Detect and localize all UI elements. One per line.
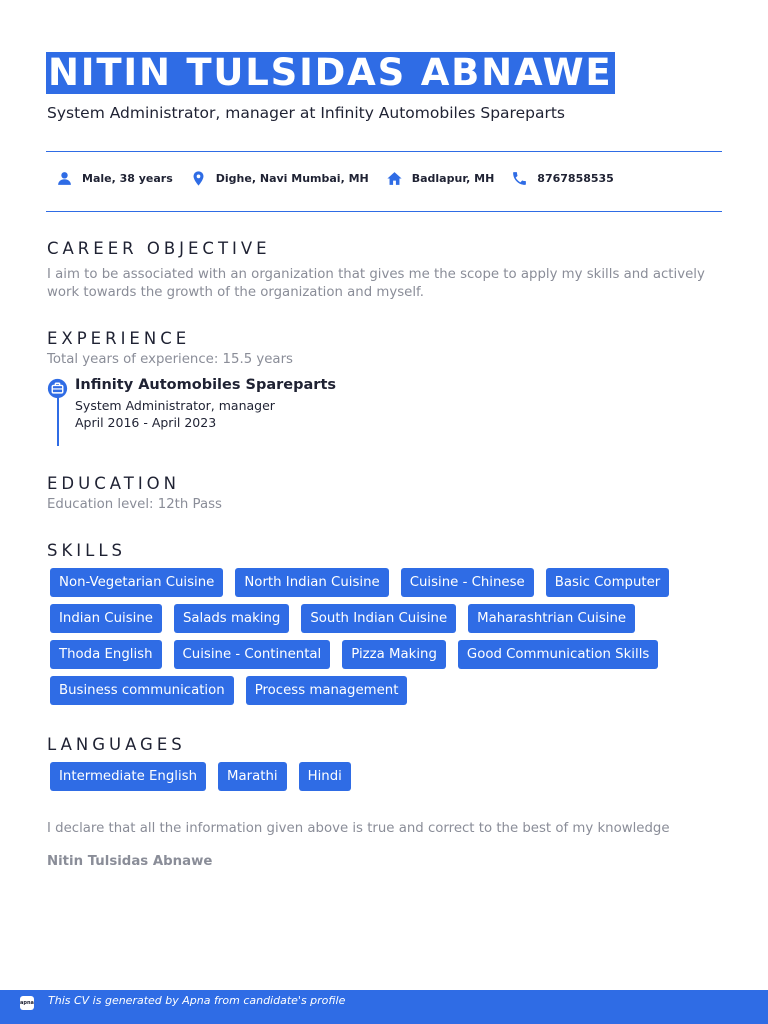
skill-chip: Maharashtrian Cuisine — [468, 604, 635, 633]
contact-location-text: Dighe, Navi Mumbai, MH — [215, 171, 369, 185]
divider-bottom — [46, 211, 722, 212]
experience-total: Total years of experience: 15.5 years — [47, 352, 293, 367]
contact-location — [190, 170, 369, 187]
skill-chip: Business communication — [50, 676, 234, 705]
skill-chip: South Indian Cuisine — [301, 604, 456, 633]
person-icon — [56, 170, 73, 187]
contact-phone-text: 8767858535 — [537, 171, 614, 185]
contact-home — [386, 170, 495, 187]
skill-chip: Salads making — [174, 604, 289, 633]
signature-name: Nitin Tulsidas Abnawe — [47, 854, 213, 869]
experience-role: System Administrator, manager — [75, 398, 275, 413]
skill-chip: Cuisine - Chinese — [401, 568, 534, 597]
career-objective-text: I aim to be associated with an organization that gives me the scope to apply my skills and actively work towards the growth of the organization and myself. — [47, 267, 705, 300]
contact-home-text: Badlapur, MH — [411, 171, 495, 185]
language-chip: Hindi — [299, 762, 351, 791]
footer-text: This CV is generated by Apna from candidate's profile — [48, 994, 346, 1007]
skill-chip: Non-Vegetarian Cuisine — [50, 568, 223, 597]
job-subtitle: System Administrator, manager at Infinity Automobiles Spareparts — [47, 104, 565, 122]
education-heading: EDUCATION — [47, 474, 181, 493]
skill-chip: Good Communication Skills — [458, 640, 658, 669]
skills-heading: SKILLS — [47, 541, 127, 560]
skill-chip: Basic Computer — [546, 568, 670, 597]
contact-gender-age-text: Male, 38 years — [82, 171, 173, 185]
education-level: Education level: 12th Pass — [47, 497, 222, 512]
phone-icon — [511, 170, 528, 187]
skill-chip: Process management — [246, 676, 408, 705]
experience-heading: EXPERIENCE — [47, 329, 191, 348]
skill-chip: Indian Cuisine — [50, 604, 162, 633]
career-objective-heading: CAREER OBJECTIVE — [47, 239, 271, 258]
experience-dates: April 2016 - April 2023 — [75, 415, 217, 430]
apna-logo-icon: apna — [20, 996, 34, 1010]
divider-top — [46, 151, 722, 152]
footer-bar — [0, 990, 768, 1024]
location-pin-icon — [190, 170, 207, 187]
skill-chip: Cuisine - Continental — [174, 640, 331, 669]
skill-chip: Pizza Making — [342, 640, 446, 669]
language-chip: Marathi — [218, 762, 287, 791]
candidate-name: NITIN TULSIDAS ABNAWE — [46, 52, 615, 94]
language-chip: Intermediate English — [50, 762, 206, 791]
declaration-text: I declare that all the information given above is true and correct to the best of my knowledge — [47, 821, 670, 836]
contact-bar — [56, 168, 631, 188]
skills-list — [50, 568, 730, 712]
contact-gender-age — [56, 170, 173, 187]
briefcase-icon — [47, 378, 68, 399]
experience-company: Infinity Automobiles Spareparts — [75, 377, 336, 393]
languages-heading: LANGUAGES — [47, 735, 186, 754]
contact-phone — [511, 170, 614, 187]
skill-chip: Thoda English — [50, 640, 162, 669]
home-icon — [386, 170, 403, 187]
skill-chip: North Indian Cuisine — [235, 568, 388, 597]
languages-list — [50, 762, 730, 798]
